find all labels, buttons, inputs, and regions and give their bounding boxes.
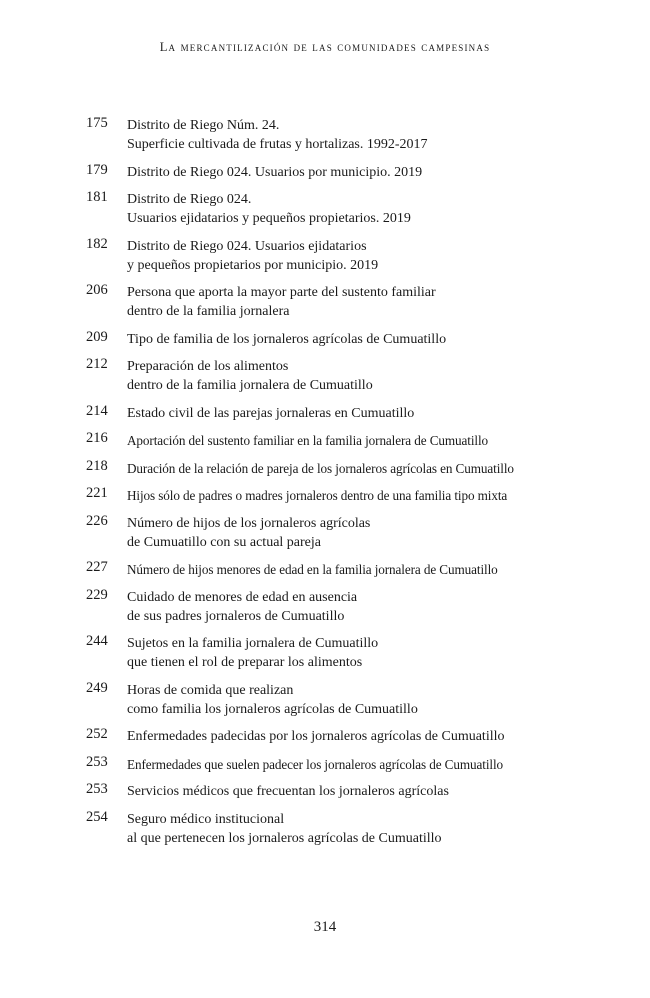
entry-title-line: Distrito de Riego 024. Usuarios por municipio. 2019 (127, 164, 423, 180)
index-entry (86, 681, 556, 719)
index-entry (86, 404, 556, 423)
entry-title-line: Aportación del sustento familiar en la familia jornalera de Cumuatillo (127, 433, 489, 448)
entry-title-line: Seguro médico institucional (127, 811, 285, 827)
entry-title-line: Preparación de los alimentos (127, 359, 289, 374)
entry-page-number: 226 (86, 512, 108, 529)
entry-title-line: de sus padres jornaleros de Cumuatillo (127, 608, 345, 624)
index-entry (86, 330, 556, 349)
entry-title-line: Enfermedades que suelen padecer los jornaleros agrícolas de Cumuatillo (127, 756, 504, 772)
entry-page-number: 212 (86, 356, 108, 372)
entry-page-number: 249 (86, 679, 108, 696)
entry-title (127, 190, 411, 228)
entry-page-number: 254 (86, 808, 108, 825)
entry-page-number: 179 (86, 161, 108, 178)
entry-title-line: Usuarios ejidatarios y pequeños propietarios. 2019 (127, 211, 411, 226)
entry-title (127, 404, 414, 423)
index-entry (86, 237, 556, 275)
entry-title-line: Tipo de familia de los jornaleros agrícolas de Cumuatillo (127, 331, 447, 347)
entry-title (127, 727, 505, 746)
entry-title-line: Enfermedades padecidas por los jornaleros agrícolas de Cumuatillo (127, 729, 505, 744)
entry-title-line: al que pertenecen los jornaleros agrícolas de Cumuatillo (127, 830, 442, 846)
index-entry (86, 727, 556, 746)
entry-title-line: dentro de la familia jornalera (127, 304, 290, 319)
entry-title-line: Cuidado de menores de edad en ausencia (127, 589, 358, 605)
entry-title-line: que tienen el rol de preparar los alimentos (127, 655, 363, 670)
entry-title (127, 283, 436, 321)
entry-title-line: Duración de la relación de pareja de los jornaleros agrícolas en Cumuatillo (127, 460, 514, 476)
index-entry (86, 782, 556, 801)
entry-page-number: 182 (86, 235, 108, 252)
entry-title (127, 116, 428, 154)
running-head: La mercantilización de las comunidades campesinas (159, 40, 491, 54)
entry-title-line: Superficie cultivada de frutas y hortalizas. 1992-2017 (127, 137, 428, 152)
entry-title (127, 163, 422, 182)
entry-page-number: 227 (86, 559, 108, 575)
entry-title-line: como familia los jornaleros agrícolas de Cumuatillo (127, 701, 418, 717)
entry-page-number: 221 (86, 485, 108, 501)
index-entry (86, 588, 556, 626)
entry-title-line: y pequeños propietarios por municipio. 2019 (127, 257, 379, 273)
entry-page-number: 175 (86, 115, 108, 131)
entry-title-line: Distrito de Riego 024. (127, 192, 252, 207)
entry-page-number: 244 (86, 633, 108, 649)
entry-title-line: Número de hijos de los jornaleros agrícolas (127, 515, 371, 531)
index-entry (86, 634, 556, 672)
entry-page-number: 253 (86, 753, 108, 770)
entry-page-number: 218 (86, 457, 108, 474)
entry-page-number: 214 (86, 402, 108, 419)
index-entry (86, 810, 556, 848)
entry-title (127, 357, 373, 395)
entry-title-line: Servicios médicos que frecuentan los jornaleros agrícolas (127, 784, 449, 799)
entry-title-line: Número de hijos menores de edad en la familia jornalera de Cumuatillo (127, 562, 498, 577)
entry-page-number: 216 (86, 430, 108, 446)
entry-title (127, 237, 378, 275)
entry-page-number: 229 (86, 586, 108, 603)
entry-title (127, 755, 503, 774)
index-entry (86, 459, 556, 478)
index-entry (86, 190, 556, 228)
entry-title (127, 560, 498, 579)
index-entry (86, 357, 556, 395)
index-entry (86, 283, 556, 321)
entry-page-number: 209 (86, 328, 108, 345)
entry-title (127, 459, 514, 478)
entry-title-line: Sujetos en la familia jornalera de Cumuatillo (127, 636, 379, 651)
entry-page-number: 181 (86, 189, 108, 205)
entry-title (127, 588, 357, 626)
index-entry (86, 431, 556, 450)
entry-title-line: Distrito de Riego Núm. 24. (127, 118, 280, 133)
index-entry (86, 560, 556, 579)
index-entry (86, 486, 556, 505)
entry-title (127, 330, 446, 349)
index-entry (86, 116, 556, 154)
figure-index-list (86, 116, 556, 856)
entry-page-number: 253 (86, 781, 108, 797)
index-entry (86, 163, 556, 182)
entry-title (127, 810, 442, 848)
entry-page-number: 252 (86, 726, 108, 742)
page-number: 314 (313, 919, 337, 935)
index-entry (86, 755, 556, 774)
entry-title (127, 782, 449, 801)
entry-title-line: Hijos sólo de padres o madres jornaleros dentro de una familia tipo mixta (127, 488, 508, 503)
entry-title (127, 431, 488, 450)
entry-title (127, 634, 378, 672)
entry-title-line: Distrito de Riego 024. Usuarios ejidatarios (127, 238, 367, 254)
entry-page-number: 206 (86, 282, 108, 298)
entry-title (127, 514, 370, 552)
entry-title-line: Estado civil de las parejas jornaleras en Cumuatillo (127, 405, 415, 421)
entry-title-line: dentro de la familia jornalera de Cumuatillo (127, 378, 373, 393)
entry-title-line: de Cumuatillo con su actual pareja (127, 534, 321, 550)
entry-title (127, 681, 418, 719)
index-entry (86, 514, 556, 552)
entry-title (127, 486, 507, 505)
entry-title-line: Horas de comida que realizan (127, 682, 294, 698)
entry-title-line: Persona que aporta la mayor parte del sustento familiar (127, 285, 436, 300)
